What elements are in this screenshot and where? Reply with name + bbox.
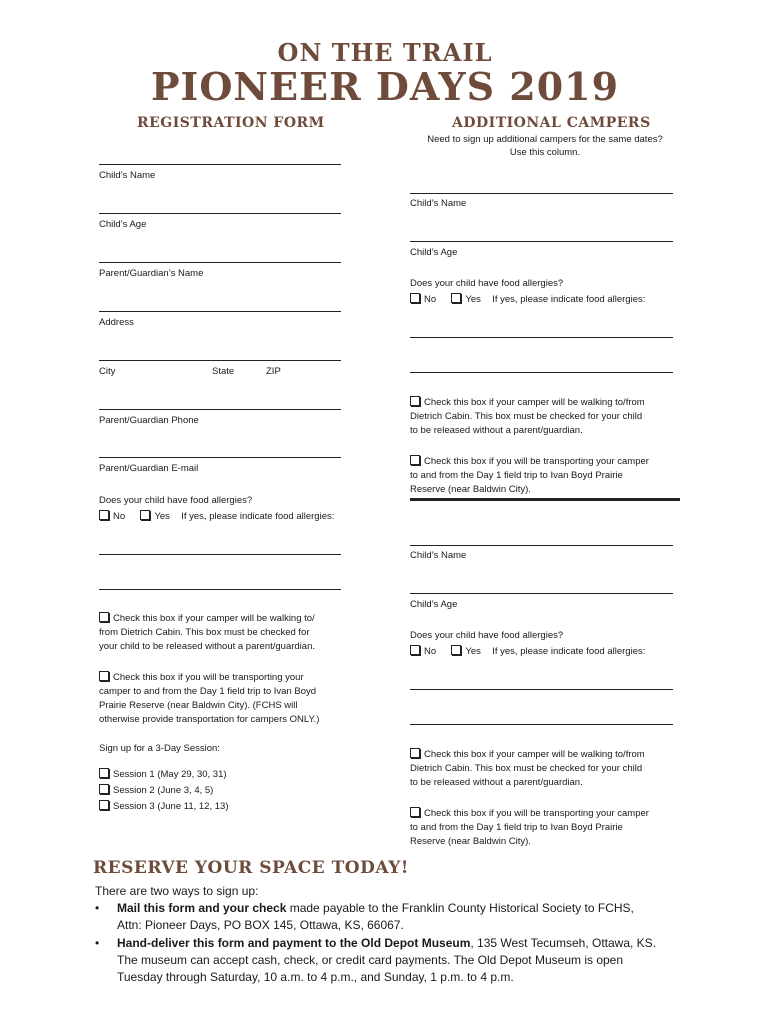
camper3-walking-2: Dietrich Cabin. This box must be checked for your child — [410, 763, 643, 774]
no-label: No — [113, 511, 126, 522]
session-item-3 — [99, 799, 228, 815]
camper3-transport-checkbox[interactable] — [410, 807, 420, 817]
camper3-allergy-line-2[interactable] — [410, 724, 673, 725]
mail-option-text — [117, 900, 685, 934]
session-1-checkbox[interactable] — [99, 768, 109, 778]
camper2-allergy-question: Does your child have food allergies? — [410, 278, 564, 289]
camper2-transport-checkbox[interactable] — [410, 455, 420, 465]
registration-heading: REGISTRATION FORM — [137, 115, 325, 131]
camper2-yes-checkbox[interactable] — [451, 293, 461, 303]
session-2-checkbox[interactable] — [99, 784, 109, 794]
session-prompt: Sign up for a 3-Day Session: — [99, 743, 220, 754]
camper3-yes-checkbox[interactable] — [451, 645, 461, 655]
transport-checkbox-block — [99, 671, 369, 727]
allergy-line-2[interactable] — [99, 589, 341, 590]
camper2-yes-label: Yes — [465, 294, 481, 305]
camper3-walking-3: to be released without a parent/guardian. — [410, 777, 583, 788]
parent-email-label: Parent/Guardian E-mail — [99, 463, 199, 474]
page-title: PIONEER DAYS 2019 — [150, 64, 620, 109]
state-label: State — [212, 366, 235, 377]
camper3-walking-checkbox[interactable] — [410, 748, 420, 758]
child-age-line[interactable] — [99, 213, 341, 214]
camper2-no-checkbox[interactable] — [410, 293, 420, 303]
intro-line-1: Need to sign up additional campers for the same dates? — [427, 134, 663, 145]
camper2-age-line[interactable] — [410, 241, 673, 242]
camper2-transport-3: Reserve (near Baldwin City). — [410, 484, 531, 495]
parent-phone-label: Parent/Guardian Phone — [99, 415, 199, 426]
session-1-label: Session 1 (May 29, 30, 31) — [113, 769, 227, 780]
camper3-no-label: No — [424, 646, 437, 657]
camper3-allergy-indicate: If yes, please indicate food allergies: — [492, 646, 646, 657]
transport-text-4: otherwise provide transportation for campers ONLY.) — [99, 714, 320, 725]
session-item-1 — [99, 767, 228, 783]
session-list — [99, 767, 228, 815]
city-state-zip-line[interactable] — [99, 360, 341, 361]
bullet-2: • — [95, 936, 100, 950]
camper2-allergy-line-2[interactable] — [410, 372, 673, 373]
camper2-allergy-line-1[interactable] — [410, 337, 673, 338]
camper3-name-line[interactable] — [410, 545, 673, 546]
camper3-name-label: Child’s Name — [410, 550, 467, 561]
additional-campers-heading: ADDITIONAL CAMPERS — [452, 115, 651, 131]
deliver-bold: Hand-deliver this form and payment to the Old Depot Museum — [117, 936, 471, 950]
deliver-option — [95, 935, 685, 986]
no-checkbox[interactable] — [99, 510, 109, 520]
walking-text-3: your child to be released without a parent/guardian. — [99, 641, 315, 652]
session-3-label: Session 3 (June 11, 12, 13) — [113, 801, 229, 812]
camper3-age-line[interactable] — [410, 593, 673, 594]
parent-name-label: Parent/Guardian’s Name — [99, 268, 204, 279]
camper2-walking-3: to be released without a parent/guardian. — [410, 425, 583, 436]
deliver-line-3: Tuesday through Saturday, 10 a.m. to 4 p.m., and Sunday, 1 p.m. to 4 p.m. — [117, 970, 514, 984]
allergy-line-1[interactable] — [99, 554, 341, 555]
camper2-name-line[interactable] — [410, 193, 673, 194]
camper3-walking-1: Check this box if your camper will be walking to/from — [424, 749, 645, 760]
parent-email-line[interactable] — [99, 457, 341, 458]
camper3-no-checkbox[interactable] — [410, 645, 420, 655]
walking-checkbox-block — [99, 612, 359, 654]
deliver-option-text — [117, 935, 685, 986]
mail-option — [95, 900, 685, 934]
bullet-1: • — [95, 901, 100, 915]
allergy-question: Does your child have food allergies? — [99, 495, 253, 506]
camper2-transport-block — [410, 455, 685, 497]
child-name-label: Child’s Name — [99, 170, 156, 181]
yes-checkbox[interactable] — [140, 510, 150, 520]
camper2-allergy-options — [410, 293, 645, 306]
camper2-no-label: No — [424, 294, 437, 305]
parent-phone-line[interactable] — [99, 409, 341, 410]
deliver-rest: , 135 West Tecumseh, Ottawa, KS. — [470, 936, 657, 950]
camper2-transport-2: to and from the Day 1 field trip to Ivan Boyd Prairie — [410, 470, 623, 481]
subtitle: ON THE TRAIL — [277, 38, 493, 67]
camper-divider — [410, 498, 680, 501]
camper3-yes-label: Yes — [465, 646, 481, 657]
transport-checkbox[interactable] — [99, 671, 109, 681]
camper3-transport-2: to and from the Day 1 field trip to Ivan Boyd Prairie — [410, 822, 623, 833]
reserve-heading: RESERVE YOUR SPACE TODAY! — [93, 858, 409, 878]
mail-rest: made payable to the Franklin County Historical Society to FCHS, — [286, 901, 634, 915]
camper3-allergy-line-1[interactable] — [410, 689, 673, 690]
camper2-walking-1: Check this box if your camper will be walking to/from — [424, 397, 645, 408]
walking-text-2: from Dietrich Cabin. This box must be checked for — [99, 627, 310, 638]
deliver-line-2: The museum can accept cash, check, or credit card payments. The Old Depot Museum is open — [117, 953, 624, 967]
camper2-walking-checkbox[interactable] — [410, 396, 420, 406]
transport-text-3: Prairie Reserve (near Baldwin City). (FCHS will — [99, 700, 298, 711]
mail-bold: Mail this form and your check — [117, 901, 287, 915]
child-name-line[interactable] — [99, 164, 341, 165]
address-line[interactable] — [99, 311, 341, 312]
additional-intro — [410, 133, 680, 159]
allergy-options — [99, 510, 334, 523]
zip-label: ZIP — [266, 366, 281, 377]
camper2-walking-block — [410, 396, 685, 438]
walking-text-1: Check this box if your camper will be walking to/ — [113, 613, 315, 624]
camper3-transport-1: Check this box if you will be transporting your camper — [424, 808, 649, 819]
camper2-allergy-indicate: If yes, please indicate food allergies: — [492, 294, 646, 305]
mail-line-2: Attn: Pioneer Days, PO BOX 145, Ottawa, KS, 66067. — [117, 918, 404, 932]
camper3-allergy-question: Does your child have food allergies? — [410, 630, 564, 641]
parent-name-line[interactable] — [99, 262, 341, 263]
transport-text-2: camper to and from the Day 1 field trip to Ivan Boyd — [99, 686, 317, 697]
camper3-transport-3: Reserve (near Baldwin City). — [410, 836, 531, 847]
yes-label: Yes — [154, 511, 170, 522]
session-2-label: Session 2 (June 3, 4, 5) — [113, 785, 214, 796]
camper3-walking-block — [410, 748, 685, 790]
camper3-allergy-options — [410, 645, 645, 658]
walking-checkbox[interactable] — [99, 612, 109, 622]
camper3-transport-block — [410, 807, 685, 849]
camper3-age-label: Child’s Age — [410, 599, 458, 610]
camper2-name-label: Child’s Name — [410, 198, 467, 209]
session-item-2 — [99, 783, 228, 799]
camper2-transport-1: Check this box if you will be transporting your camper — [424, 456, 649, 467]
camper2-age-label: Child’s Age — [410, 247, 458, 258]
reserve-intro: There are two ways to sign up: — [95, 884, 259, 898]
camper2-walking-2: Dietrich Cabin. This box must be checked for your child — [410, 411, 643, 422]
child-age-label: Child’s Age — [99, 219, 147, 230]
city-label: City — [99, 366, 116, 377]
intro-line-2: Use this column. — [509, 147, 581, 158]
address-label: Address — [99, 317, 134, 328]
allergy-indicate-label: If yes, please indicate food allergies: — [181, 511, 335, 522]
transport-text-1: Check this box if you will be transporting your — [113, 672, 304, 683]
session-3-checkbox[interactable] — [99, 800, 109, 810]
